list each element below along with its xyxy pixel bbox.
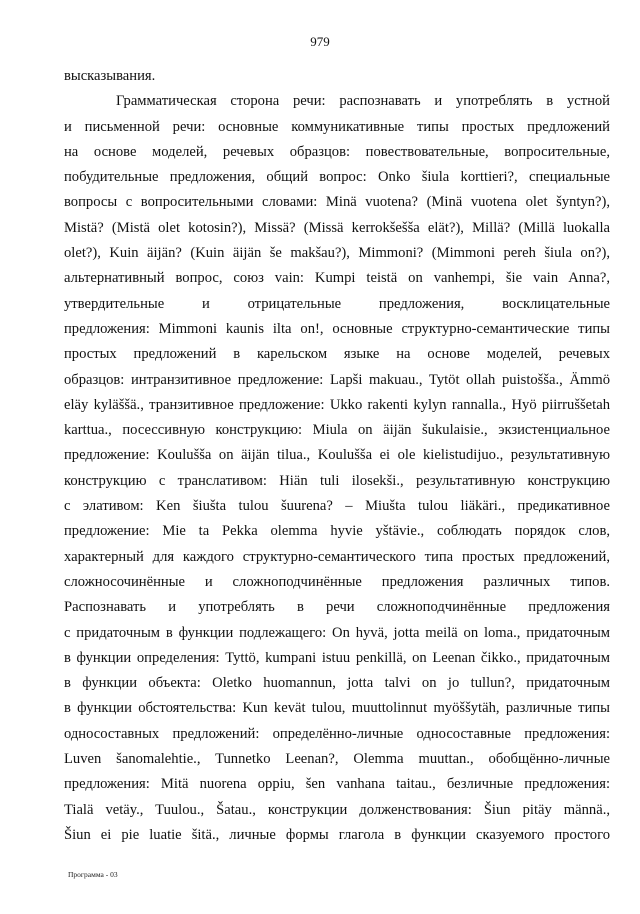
text-line: альтернативный вопрос, союз vain: Kumpi teistä on vanhempi, šie vain Anna?, [64,270,610,287]
text-line: предложение: Mie ta Pekka olemma hyvie yštävie., соблюдать порядок слов, [64,523,610,540]
text-line: Распознавать и употреблять в речи сложноподчинённые предложения [64,599,610,616]
text-line: характерный для каждого структурно-семантического типа простых предложений, [64,548,610,565]
page-footer: Программа - 03 [68,870,118,879]
text-line: высказывания. [64,68,156,84]
text-line: olet?), Kuin äijän? (Kuin äijän še makšau?), Mimmoni? (Mimmoni pereh šiula on?), [64,245,610,262]
text-line: побудительные предложения, общий вопрос: Onko šiula korttieri?, специальные [64,169,610,186]
text-line: и письменной речи: основные коммуникативные типы простых предложений [64,118,610,135]
text-line: образцов: интранзитивное предложение: Lapši makuau., Tytöt ollah puistošša., Ämmö [64,371,610,388]
text-line: Грамматическая сторона речи: распознавать и употреблять в устной [116,93,610,110]
text-line: в функции определения: Tyttö, kumpani istuu penkillä, on Leenan čikko., придаточным [64,649,610,666]
text-line: в функции объекта: Oletko huomannun, jotta talvi on jo tullun?, придаточным [64,675,610,692]
page-number: 979 [310,34,330,49]
text-line: eläy kyläššä., транзитивное предложение: Ukko rakenti kylyn rannalla., Hyö piirruššetah [64,396,610,413]
text-line: предложения: Mitä nuorena oppiu, šen vanhana taitau., безличные предложения: [64,776,610,793]
text-line: в функции обстоятельства: Kun kevät tulou, muuttolinnut myöššytäh, различные типы [64,700,610,717]
text-line: Šiun ei pie luatie šitä., личные формы глагола в функции сказуемого простого [64,826,610,843]
text-line: утвердительные и отрицательные предложения, восклицательные [64,295,610,312]
text-line: простых предложений в карельском языке на основе моделей, речевых [64,346,610,363]
text-line: karttua., посессивную конструкцию: Miula on äijän šukulaisie., экзистенциальное [64,422,610,439]
text-line: на основе моделей, речевых образцов: повествовательные, вопросительные, [64,143,610,160]
text-line: вопросы с вопросительными словами: Minä vuotena? (Minä vuotena olet šyntyn?), [64,194,610,211]
text-line: предложение: Koulušša on äijän tilua., Koulušša ei ole kielistudijuo., результативную [64,447,610,464]
text-line: Mistä? (Mistä olet kotosin?), Missä? (Missä kerrokšešša elät?), Millä? (Millä luokalla [64,219,610,236]
text-line: сложносочинённые и сложноподчинённые предложения различных типов. [64,573,610,590]
text-line: предложения: Mimmoni kaunis ilta on!, основные структурно-семантические типы [64,320,610,337]
body-text [64,64,610,848]
text-line: конструкцию с транслативом: Hiän tuli ilosekši., результативную конструкцию [64,472,610,489]
text-line: с элативом: Ken šiušta tulou šuurena? – Miušta tulou liäkäri., предикативное [64,498,610,515]
text-line: односоставных предложений: определённо-личные односоставные предложения: [64,725,610,742]
text-line: с придаточным в функции подлежащего: On hyvä, jotta meilä on loma., придаточным [64,624,610,641]
text-line: Tialä vetäy., Tuulou., Šatau., конструкции долженствования: Šiun pitäy männä., [64,801,610,818]
text-line: Luven šanomalehtie., Tunnetko Leenan?, Olemma muuttan., обобщённо-личные [64,751,610,768]
